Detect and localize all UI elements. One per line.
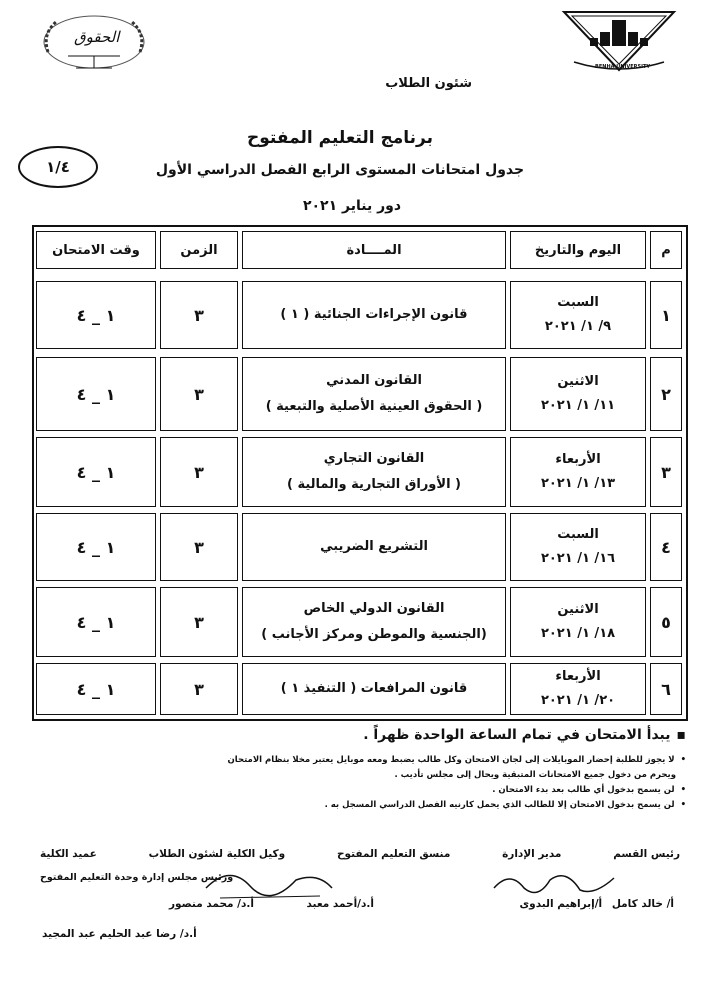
row-day-date bbox=[510, 281, 646, 349]
university-logo-text: BENHA UNIVERSITY bbox=[595, 64, 650, 70]
row-duration: ٣ bbox=[160, 357, 238, 431]
row-time: ١ _ ٤ bbox=[36, 357, 156, 431]
row-day-date bbox=[510, 437, 646, 507]
row-day-date bbox=[510, 587, 646, 657]
sig-title: رئيس القسم bbox=[613, 848, 680, 860]
row-subject bbox=[242, 513, 506, 581]
sig-title: عميد الكلية bbox=[40, 848, 97, 860]
row-day-date bbox=[510, 513, 646, 581]
row-date: ٢٠/ ١/ ٢٠٢١ bbox=[540, 693, 616, 708]
row-day-date bbox=[510, 357, 646, 431]
note-text: لا يجوز للطلبة إحضار الموبايلات إلى لجان الامتحان وكل طالب يضبط ومعه موبايل يعتبر مخلا بنظام الامتحان bbox=[227, 755, 675, 765]
sig-title: وكيل الكلية لشئون الطلاب bbox=[148, 848, 286, 860]
row-date: ١٦/ ١/ ٢٠٢١ bbox=[540, 551, 616, 566]
sig-name-1: أ/ خالد كامل bbox=[611, 898, 674, 910]
header-time: وقت الامتحان bbox=[36, 231, 156, 269]
note-item bbox=[26, 768, 686, 783]
row-date: ١١/ ١/ ٢٠٢١ bbox=[540, 398, 616, 413]
sig-name-3: أ.د/أحمد معبد bbox=[306, 898, 374, 910]
row-duration: ٣ bbox=[160, 437, 238, 507]
row-subject bbox=[242, 357, 506, 431]
note-item bbox=[26, 783, 686, 798]
row-subject-line2: ( الأوراق التجارية والمالية ) bbox=[287, 477, 461, 492]
row-subject-line1: قانون المرافعات ( التنفيذ ١ ) bbox=[280, 681, 468, 696]
note-item bbox=[26, 798, 686, 813]
row-subject-line1: قانون الإجراءات الجنائية ( ١ ) bbox=[280, 307, 468, 322]
header-subject: المــــادة bbox=[242, 231, 506, 269]
row-subject-line1: التشريع الضريبي bbox=[320, 539, 428, 554]
row-date: ٩/ ١/ ٢٠٢١ bbox=[544, 319, 612, 334]
faculty-logo bbox=[38, 12, 150, 74]
row-subject-line2: ( الحقوق العينية الأصلية والتبعية ) bbox=[265, 399, 483, 414]
row-subject bbox=[242, 587, 506, 657]
sig-title: منسق التعليم المفتوح bbox=[336, 848, 451, 860]
row-time: ١ _ ٤ bbox=[36, 587, 156, 657]
sig-name bbox=[520, 898, 674, 910]
row-subject bbox=[242, 281, 506, 349]
note-text: لن يسمح بدخول أي طالب بعد بدء الامتحان . bbox=[492, 785, 675, 795]
row-time: ١ _ ٤ bbox=[36, 281, 156, 349]
row-duration: ٣ bbox=[160, 587, 238, 657]
bullet-icon: • bbox=[680, 785, 686, 795]
header-day-date: اليوم والتاريخ bbox=[510, 231, 646, 269]
program-title: برنامج التعليم المفتوح bbox=[247, 128, 433, 148]
row-duration: ٣ bbox=[160, 663, 238, 715]
row-num: ١ bbox=[650, 281, 682, 349]
sig-name-2: أ/إبراهيم البدوى bbox=[519, 898, 603, 910]
row-duration: ٣ bbox=[160, 513, 238, 581]
row-date: ١٣/ ١/ ٢٠٢١ bbox=[540, 476, 616, 491]
row-subject-line2: (الجنسية والموطن ومركز الأجانب ) bbox=[261, 627, 487, 642]
row-subject-line1: القانون المدني bbox=[326, 373, 422, 388]
sig-name-5: أ.د/ رضا عبد الحليم عبد المجيد bbox=[42, 928, 197, 940]
header-num: م bbox=[650, 231, 682, 269]
row-subject-line1: القانون الدولي الخاص bbox=[303, 601, 445, 616]
row-time: ١ _ ٤ bbox=[36, 513, 156, 581]
faculty-logo-text: الحقوق bbox=[74, 28, 120, 46]
bullet-icon: ▪ bbox=[676, 727, 686, 743]
row-time: ١ _ ٤ bbox=[36, 437, 156, 507]
note-main bbox=[26, 727, 686, 743]
row-num: ٣ bbox=[650, 437, 682, 507]
note-item bbox=[26, 753, 686, 768]
session-title: دور يناير ٢٠٢١ bbox=[302, 198, 402, 214]
handwritten-signature bbox=[490, 866, 620, 900]
row-subject bbox=[242, 437, 506, 507]
exam-schedule-table bbox=[32, 225, 688, 721]
row-date: ١٨/ ١/ ٢٠٢١ bbox=[540, 626, 616, 641]
row-time: ١ _ ٤ bbox=[36, 663, 156, 715]
schedule-title: جدول امتحانات المستوى الرابع الفصل الدراسي الأول bbox=[155, 162, 525, 178]
row-day: السبت bbox=[557, 527, 599, 542]
university-logo bbox=[554, 6, 684, 78]
row-day: الأربعاء bbox=[555, 669, 601, 684]
exam-notes bbox=[26, 727, 686, 813]
row-day: الاثنين bbox=[557, 602, 599, 617]
header-duration: الزمن bbox=[160, 231, 238, 269]
sig-name-4: أ.د/ محمد منصور bbox=[168, 898, 254, 910]
sig-subtitle: ورئيس مجلس إدارة وحدة التعليم المفتوح bbox=[40, 872, 234, 883]
row-subject bbox=[242, 663, 506, 715]
row-subject-line1: القانون التجاري bbox=[323, 451, 425, 466]
row-day-date bbox=[510, 663, 646, 715]
row-num: ٥ bbox=[650, 587, 682, 657]
note-main-text: يبدأ الامتحان في تمام الساعة الواحدة ظهراً . bbox=[363, 727, 671, 743]
row-day: الأربعاء bbox=[555, 452, 601, 467]
row-day: الاثنين bbox=[557, 374, 599, 389]
note-text: ويحرم من دخول جميع الامتحانات المتبقية ويحال إلى مجلس تأديب . bbox=[394, 770, 676, 780]
row-num: ٦ bbox=[650, 663, 682, 715]
sig-title: مدير الإدارة bbox=[502, 848, 562, 860]
bullet-icon: • bbox=[680, 755, 686, 765]
row-duration: ٣ bbox=[160, 281, 238, 349]
page-number-badge: ١/٤ bbox=[18, 146, 98, 188]
row-day: السبت bbox=[557, 295, 599, 310]
note-text: لن يسمح بدخول الامتحان إلا للطالب الذي يحمل كارنيه الفصل الدراسي المسجل به . bbox=[324, 800, 675, 810]
row-num: ٤ bbox=[650, 513, 682, 581]
row-num: ٢ bbox=[650, 357, 682, 431]
signature-titles bbox=[40, 848, 680, 860]
bullet-icon: • bbox=[680, 800, 686, 810]
department-name: شئون الطلاب bbox=[385, 76, 472, 91]
